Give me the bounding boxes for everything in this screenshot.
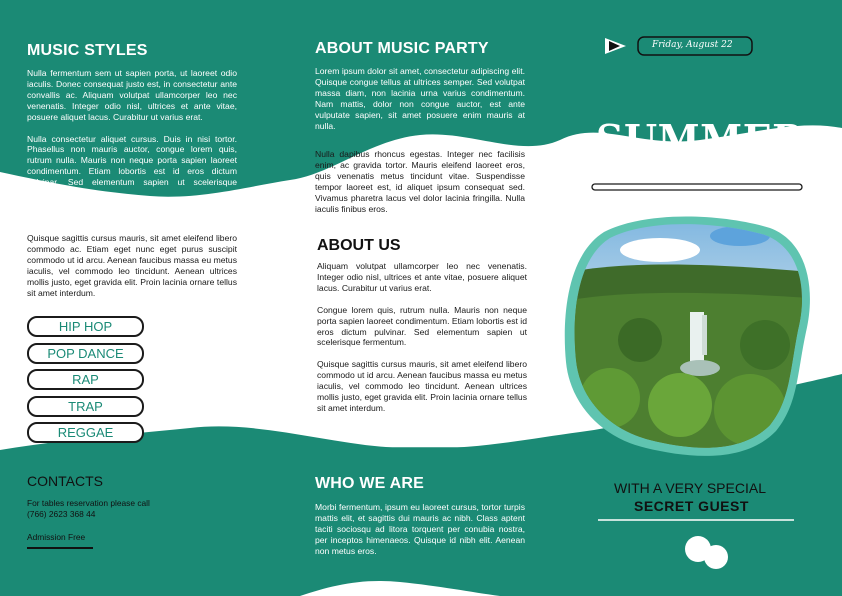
paragraph: Quisque sagittis cursus mauris, sit amet eleifend libero commodo ut id arcu. Aenean faucibus massa eu metus iaculis, vel commodo leo tincidunt. Aenean ultrices mollis justo, eget gravida elit. Proin lacinia ornare tellus sit amet interdum. bbox=[317, 359, 527, 413]
special-line: WITH A VERY SPECIAL bbox=[614, 480, 766, 496]
secret-guest: SECRET GUEST bbox=[634, 498, 749, 514]
style-button-reggae[interactable]: REGGAE bbox=[27, 422, 144, 443]
paragraph: Lorem ipsum dolor sit amet, consectetur adipiscing elit. Quisque congue tellus at ultrices semper. Sed volutpat massa diam, non lacinia urna varius condimentum. Nam mattis, dolor non congue auctor, est ante vulputate sapien, sit amet posuere enim mauris at nulla. bbox=[315, 66, 525, 131]
paragraph: Morbi fermentum, ipsum eu laoreet cursus, tortor turpis mattis elit, et sagittis dui mauris ac nibh. Class aptent taciti sociosqu ad litora torquent per conubia nostra, per inceptos himenaeos. Quisque id nibh elit. Aenean non metus eros. bbox=[315, 502, 525, 556]
paragraph: Nulla consectetur aliquet cursus. Duis in nisi tortor. Phasellus non mauris auctor, congue lorem quis, rutrum nulla. Mauris non neque porta sapien laoreet condimentum. Etiam lobortis est id eros dictum pulvinar. Sed elementum sapien ut scelerisque fermentum. bbox=[27, 133, 237, 199]
music-styles-title: MUSIC STYLES bbox=[27, 42, 148, 59]
paragraph: Nulla dapibus rhoncus egestas. Integer nec facilisis enim, ac gravida tortor. Mauris eleifend laoreet eros, quis venenatis metus tincidunt vitae. Suspendisse tempor laoreet est, id aliquet ipsum consequat sed. Vivamus pharetra lacus vel dolor lacinia fringilla. Nulla iaculis finibus eros. bbox=[315, 149, 525, 214]
paragraph: Nulla fermentum sem ut sapien porta, ut laoreet odio iaculis. Donec consequat justo est, in consectetur ante convallis ac. Aliquam volutpat ullamcorper leo nec venenatis. Integer odio nisl, ultrices et ante vitae, posuere aliquet lacus. Curabitur ut varius erat. bbox=[27, 68, 237, 122]
about-party-text bbox=[315, 66, 525, 142]
contact-phone[interactable]: (766) 2623 368 44 bbox=[27, 509, 96, 519]
title-bar bbox=[592, 184, 802, 190]
about-us-text bbox=[317, 261, 527, 425]
about-party-text-2 bbox=[315, 149, 525, 225]
paragraph: Congue lorem quis, rutrum nulla. Mauris non neque porta sapien laoreet condimentum. Etiam lobortis est id eros dictum pulvinar. Sed elementum sapien ut scelerisque fermentum. bbox=[317, 304, 527, 348]
music-styles-text-2 bbox=[27, 233, 237, 309]
who-we-are-text bbox=[315, 502, 525, 568]
contacts-title: CONTACTS bbox=[27, 473, 103, 489]
about-us-title: ABOUT US bbox=[317, 237, 401, 254]
paragraph: Aliquam volutpat ullamcorper leo nec venenatis. Integer odio nisl, ultrices et ante vitae, posuere aliquet lacus. Curabitur ut varius erat. bbox=[317, 261, 527, 293]
decor-circle-icon bbox=[704, 545, 728, 569]
paragraph: Quisque sagittis cursus mauris, sit amet eleifend libero commodo ac. Etiam eget nunc eget purus suscipit commodo ut id arcu. Aenean faucibus massa eu metus iaculis, vel commodo leo tincidunt. Aenean ultrices mollis justo, eget gravida elit. Proin lacinia ornare tellus sit amet interdum. bbox=[27, 233, 237, 298]
admission-text: Admission Free bbox=[27, 532, 86, 542]
who-we-are-title: WHO WE ARE bbox=[315, 475, 424, 492]
style-button-pop-dance[interactable]: POP DANCE bbox=[27, 343, 144, 364]
contact-line: For tables reservation please call bbox=[27, 498, 150, 508]
summer-title: SUMMER bbox=[596, 116, 805, 161]
date-label: Friday, August 22 bbox=[652, 40, 733, 50]
style-button-trap[interactable]: TRAP bbox=[27, 396, 144, 417]
music-styles-text bbox=[27, 68, 237, 210]
about-music-party-title: ABOUT MUSIC PARTY bbox=[315, 40, 489, 57]
style-button-hip-hop[interactable]: HIP HOP bbox=[27, 316, 144, 337]
style-button-rap[interactable]: RAP bbox=[27, 369, 144, 390]
music-party-subtitle: MUSIC PARTY bbox=[642, 163, 742, 178]
